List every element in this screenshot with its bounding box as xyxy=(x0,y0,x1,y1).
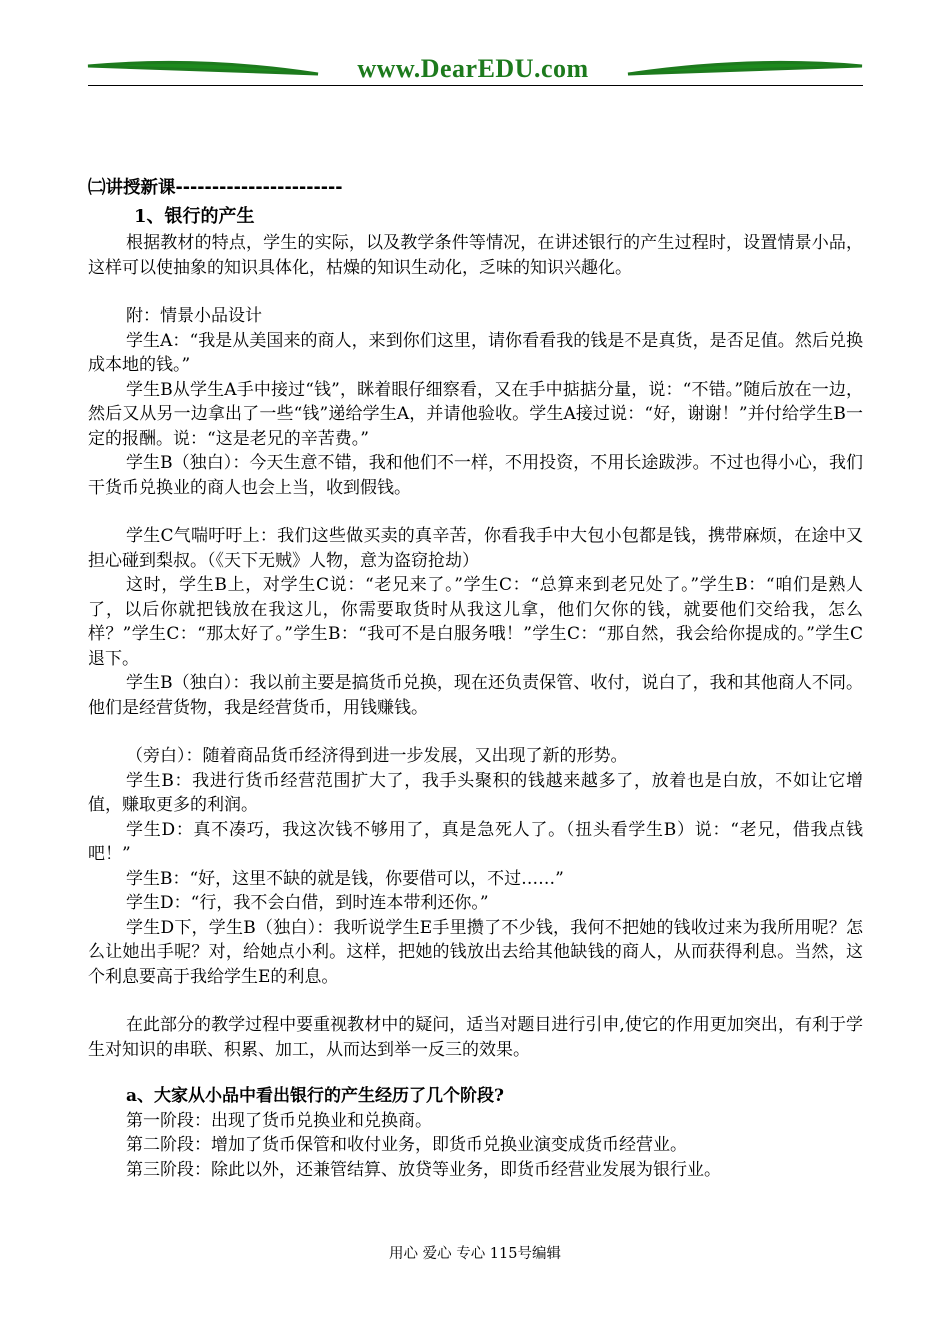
summary-paragraph: 在此部分的教学过程中要重视教材中的疑问，适当对题目进行引申,使它的作用更加突出，有利于学生对知识的串联、积累、加工，从而达到举一反三的效果。 xyxy=(88,1015,863,1060)
skit-paragraph: 学生B：我进行货币经营范围扩大了，我手头聚积的钱越来越多了，放着也是白放，不如让它增值，赚取更多的利润。 xyxy=(88,770,863,815)
section-title: ㈡讲授新课----------------------- xyxy=(88,178,343,198)
subheading: 1、银行的产生 xyxy=(134,205,255,227)
skit-paragraph: 学生D下，学生B（独白）：我听说学生E手里攒了不少钱，我何不把她的钱收过来为我所用呢？怎么让她出手呢？对，给她点小利。这样，把她的钱放出去给其他缺钱的商人，从而获得利息。当然，这个利息要高于我给学生E的利息。 xyxy=(88,917,863,987)
skit-paragraph: 这时，学生B上，对学生C说：“老兄来了。”学生C：“总算来到老兄处了。”学生B：“咱们是熟人了，以后你就把钱放在我这儿，你需要取货时从我这儿拿，他们欠你的钱，就要他们交给我，怎么样？”学生C：“那太好了。”学生B：“我可不是白服务哦！”学生C：“那自然，我会给你提成的。”学生C退下。 xyxy=(88,575,863,669)
skit-paragraph: 学生B从学生A手中接过“钱”，眯着眼仔细察看，又在手中掂掂分量，说：“不错。”随后放在一边，然后又从另一边拿出了一些“钱”递给学生A，并请他验收。学生A接过说：“好，谢谢！”并付给学生B一定的报酬。说：“这是老兄的辛苦费。” xyxy=(88,379,863,449)
site-url-logo: www.DearEDU.com xyxy=(357,54,589,83)
question-heading: a、大家从小品中看出银行的产生经历了几个阶段? xyxy=(126,1086,504,1106)
skit-paragraph: （旁白）：随着商品货币经济得到进一步发展，又出现了新的形势。 xyxy=(126,746,628,766)
appendix-title: 附：情景小品设计 xyxy=(126,306,262,326)
intro-paragraph: 根据教材的特点，学生的实际，以及教学条件等情况，在讲述银行的产生过程时，设置情景小品，这样可以使抽象的知识具体化，枯燥的知识生动化，乏味的知识兴趣化。 xyxy=(88,233,863,278)
header-rule xyxy=(88,85,863,86)
page-footer: 用心 爱心 专心 115号编辑 xyxy=(388,1246,561,1262)
stage-item: 第一阶段：出现了货币兑换业和兑换商。 xyxy=(126,1110,432,1131)
document-body xyxy=(88,176,863,1182)
skit-paragraph: 学生D：“行，我不会白借，到时连本带利还你。” xyxy=(126,893,489,913)
stage-item: 第三阶段：除此以外，还兼管结算、放贷等业务，即货币经营业发展为银行业。 xyxy=(126,1159,721,1180)
skit-paragraph: 学生B（独白）：今天生意不错，我和他们不一样，不用投资，不用长途跋涉。不过也得小心，我们干货币兑换业的商人也会上当，收到假钱。 xyxy=(88,453,863,498)
page-header xyxy=(0,0,950,100)
skit-paragraph: 学生B：“好，这里不缺的就是钱，你要借可以，不过……” xyxy=(126,868,564,889)
skit-paragraph: 学生A：“我是从美国来的商人，来到你们这里，请你看看我的钱是不是真货，是否足值。然后兑换成本地的钱。” xyxy=(88,330,863,375)
skit-paragraph: 学生B（独白）：我以前主要是搞货币兑换，现在还负责保管、收付，说白了，我和其他商人不同。他们是经营货物，我是经营货币，用钱赚钱。 xyxy=(88,673,863,718)
stage-item: 第二阶段：增加了货币保管和收付业务，即货币兑换业演变成货币经营业。 xyxy=(126,1135,687,1155)
skit-paragraph: 学生D：真不凑巧，我这次钱不够用了，真是急死人了。（扭头看学生B）说：“老兄，借我点钱吧！” xyxy=(88,819,863,864)
skit-paragraph: 学生C气喘吁吁上：我们这些做买卖的真辛苦，你看我手中大包小包都是钱，携带麻烦，在途中又担心碰到梨叔。（《天下无贼》人物，意为盗窃抢劫） xyxy=(88,526,863,571)
